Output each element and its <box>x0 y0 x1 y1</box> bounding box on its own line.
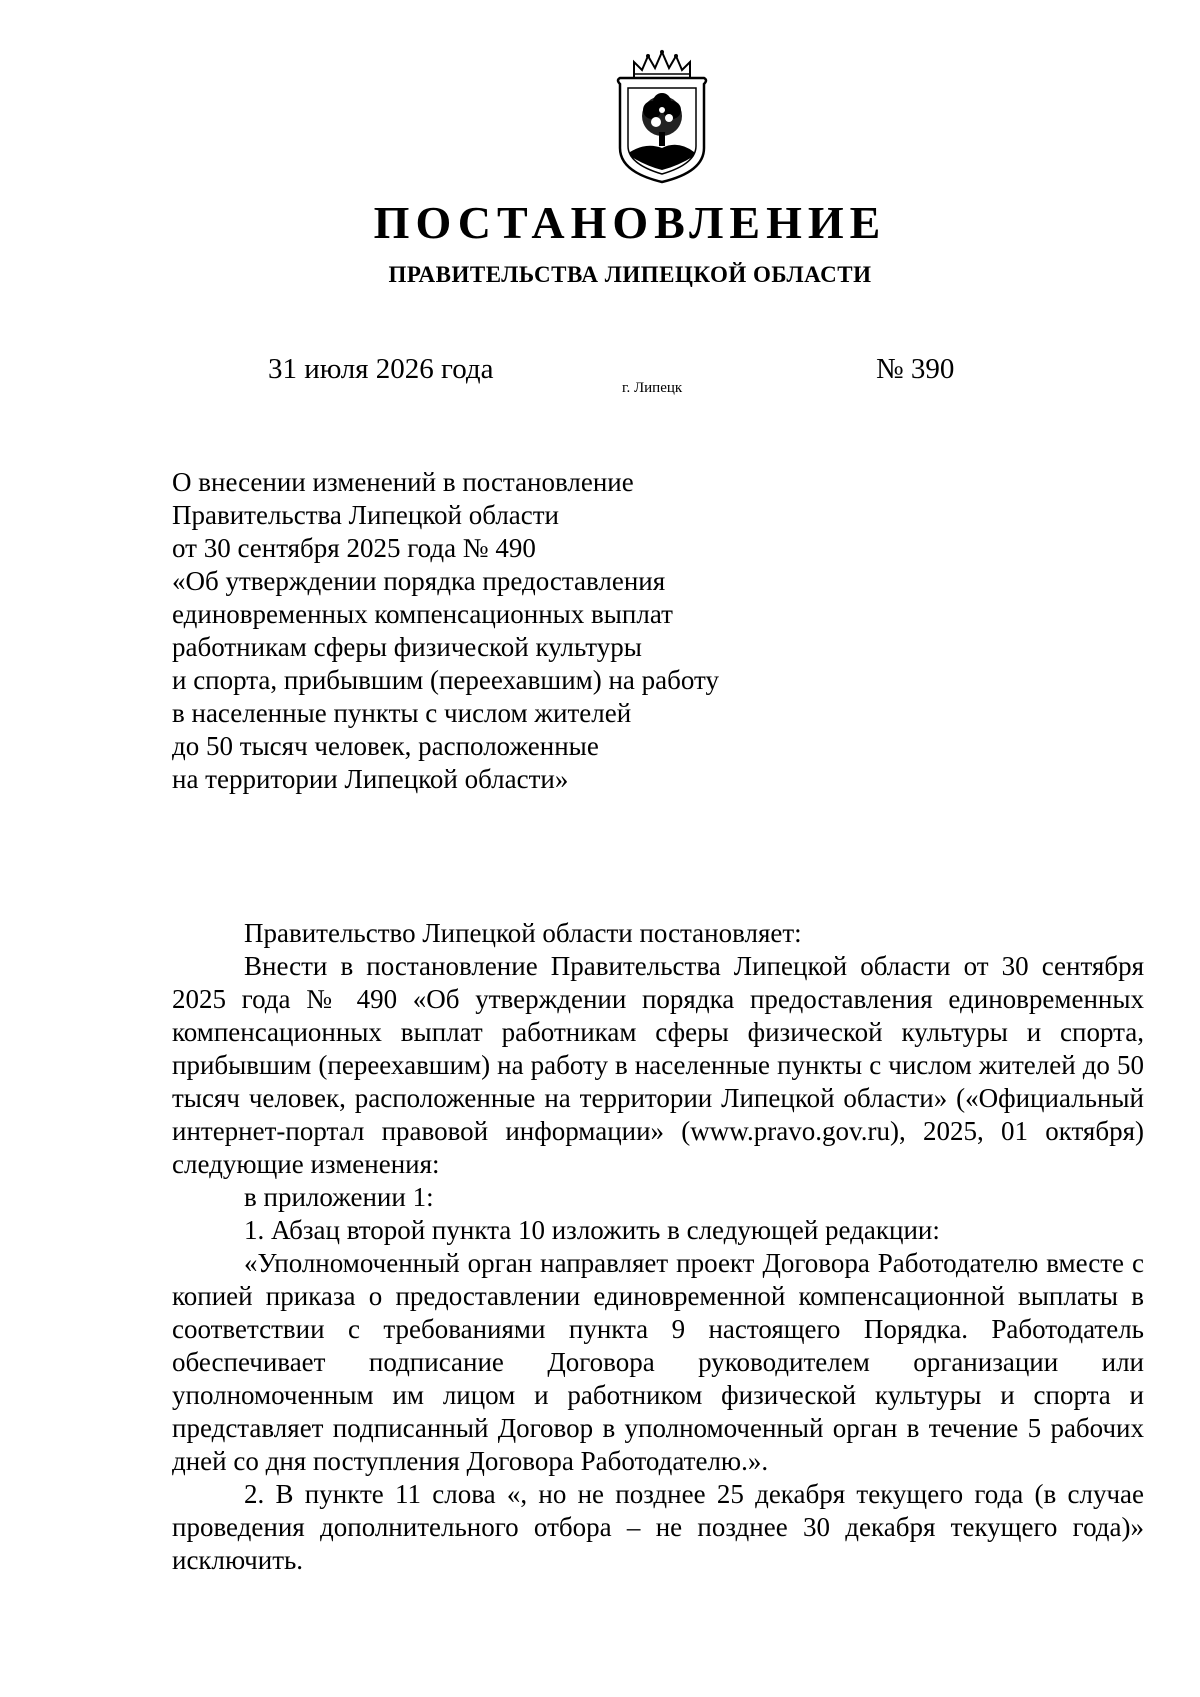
subject-line: и спорта, прибывшим (переехавшим) на работу <box>172 665 719 695</box>
subject-line: работникам сферы физической культуры <box>172 632 642 662</box>
subject-line: Правительства Липецкой области <box>172 500 560 530</box>
coat-of-arms-icon <box>612 48 712 186</box>
subject-line: на территории Липецкой области» <box>172 764 569 794</box>
document-title: ПОСТАНОВЛЕНИЕ <box>373 197 887 248</box>
document-subject <box>172 466 719 796</box>
body-paragraph-preamble: Правительство Липецкой области постановляет: <box>244 918 802 948</box>
document-number: № 390 <box>876 353 955 385</box>
body-paragraph-amendment-intro: Внести в постановление Правительства Липецкой области от 30 сентября 2025 года № 490 «Об утверждении порядка предоставления единовременных компенсационных выплат работникам сферы физической культуры и спорта, прибывшим (переехавшим) на работу в населенные пункты с числом жителей до 50 тысяч человек, расположенные на территории Липецкой области» («Официальный интернет-портал правовой информации» (www.pravo.gov.ru), 2025, 01 октября) следующие изменения: <box>172 951 1144 1179</box>
document-issuer: ПРАВИТЕЛЬСТВА ЛИПЕЦКОЙ ОБЛАСТИ <box>388 262 872 287</box>
document-body <box>172 917 1144 1577</box>
body-paragraph-new-text: «Уполномоченный орган направляет проект Договора Работодателю вместе с копией приказа о предоставлении единовременной компенсационной выплаты в соответствии с требованиями пункта 9 настоящего Порядка. Работодатель обеспечивает подписание Договора руководителем организации или уполномоченным им лицом и работником физической культуры и спорта и представляет подписанный Договор в уполномоченный орган в течение 5 рабочих дней со дня поступления Договора Работодателю.». <box>172 1248 1144 1476</box>
subject-line: «Об утверждении порядка предоставления <box>172 566 666 596</box>
body-paragraph-appendix: в приложении 1: <box>244 1182 434 1212</box>
document-city: г. Липецк <box>622 380 683 396</box>
subject-line: до 50 тысяч человек, расположенные <box>172 731 599 761</box>
subject-line: в населенные пункты с числом жителей <box>172 698 632 728</box>
body-paragraph-item-1: 1. Абзац второй пункта 10 изложить в следующей редакции: <box>244 1215 940 1245</box>
subject-line: от 30 сентября 2025 года № 490 <box>172 533 536 563</box>
subject-line: О внесении изменений в постановление <box>172 467 634 497</box>
document-date: 31 июля 2026 года <box>268 353 494 385</box>
body-paragraph-item-2: 2. В пункте 11 слова «, но не позднее 25 декабря текущего года (в случае проведения дополнительного отбора – не позднее 30 декабря текущего года)» исключить. <box>172 1479 1144 1575</box>
subject-line: единовременных компенсационных выплат <box>172 599 673 629</box>
